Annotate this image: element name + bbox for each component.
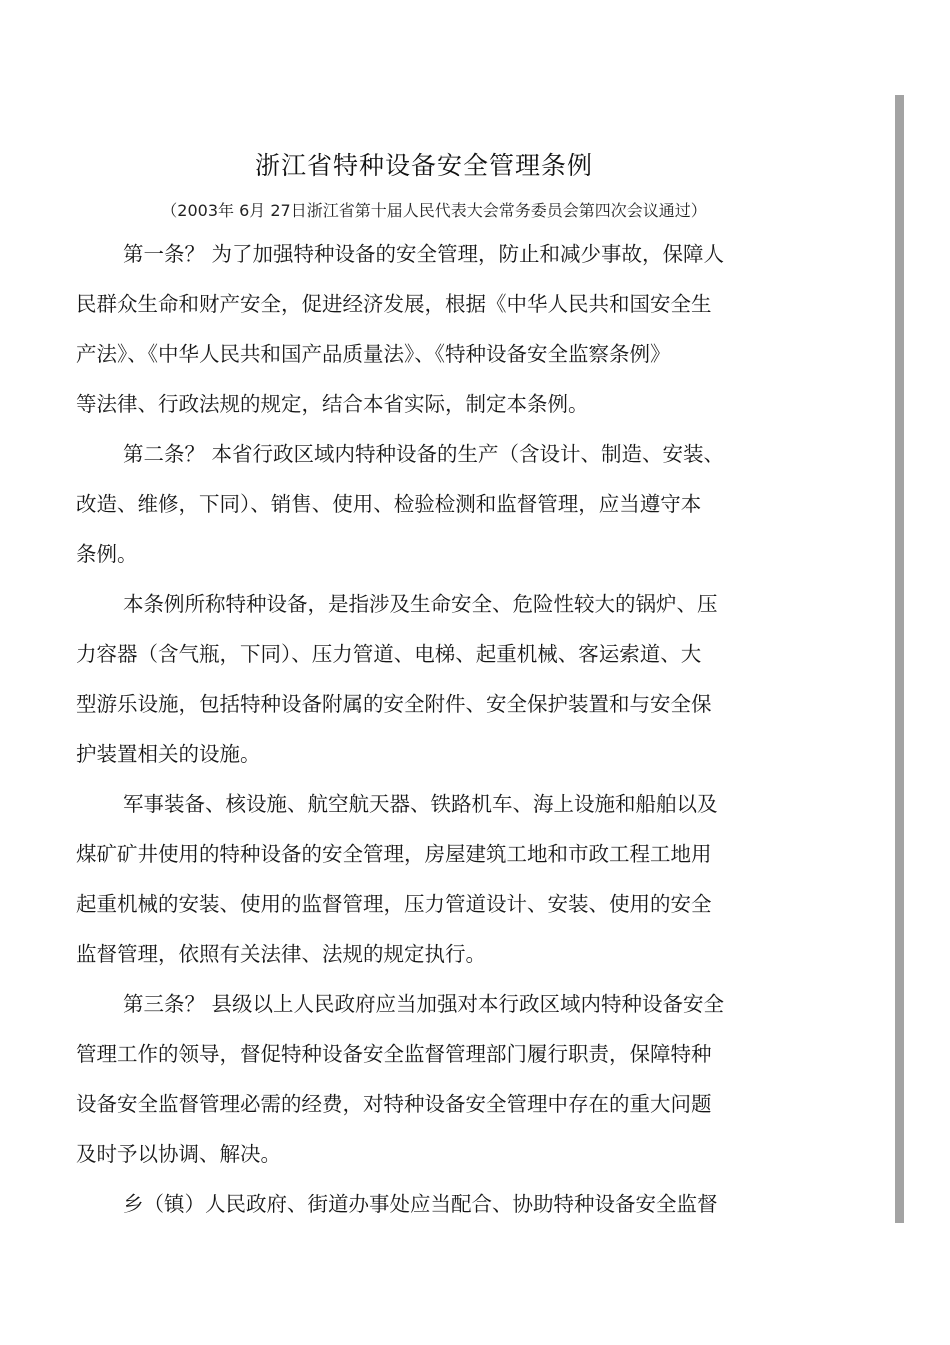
paragraph-line: 条例。	[76, 542, 138, 566]
paragraph-line: 产法》、《中华人民共和国产品质量法》、《特种设备安全监察条例》	[76, 342, 671, 366]
paragraph-line: 力容器（含气瓶，下同）、压力管道、电梯、起重机械、客运索道、大	[76, 642, 702, 666]
paragraph-line: 起重机械的安装、使用的监督管理，压力管道设计、安装、使用的安全	[76, 892, 712, 916]
paragraph-line: 管理工作的领导，督促特种设备安全监督管理部门履行职责，保障特种	[76, 1042, 712, 1066]
paragraph-line: 第二条？ 本省行政区域内特种设备的生产（含设计、制造、安装、	[123, 442, 725, 466]
paragraph-line: 型游乐设施，包括特种设备附属的安全附件、安全保护装置和与安全保	[76, 692, 712, 716]
scrollbar[interactable]	[895, 95, 904, 1223]
paragraph-line: 煤矿矿井使用的特种设备的安全管理，房屋建筑工地和市政工程工地用	[76, 842, 712, 866]
paragraph-line: 等法律、行政法规的规定，结合本省实际，制定本条例。	[76, 392, 589, 416]
paragraph-line: 军事装备、核设施、航空航天器、铁路机车、海上设施和船舶以及	[123, 792, 718, 816]
paragraph-line: 第三条？ 县级以上人民政府应当加强对本行政区域内特种设备安全	[123, 992, 725, 1016]
paragraph-line: 监督管理，依照有关法律、法规的规定执行。	[76, 942, 486, 966]
paragraph-line: 护装置相关的设施。	[76, 742, 261, 766]
paragraph-line: 本条例所称特种设备，是指涉及生命安全、危险性较大的锅炉、压	[123, 592, 718, 616]
paragraph-line: 设备安全监督管理必需的经费，对特种设备安全管理中存在的重大问题	[76, 1092, 712, 1116]
paragraph-line: 及时予以协调、解决。	[76, 1142, 281, 1166]
paragraph-line: 第一条？ 为了加强特种设备的安全管理，防止和减少事故，保障人	[123, 242, 725, 266]
paragraph-line: 改造、维修，下同）、销售、使用、检验检测和监督管理，应当遵守本	[76, 492, 702, 516]
paragraph-line: 民群众生命和财产安全，促进经济发展，根据《中华人民共和国安全生	[76, 292, 712, 316]
paragraph-line: 乡（镇）人民政府、街道办事处应当配合、协助特种设备安全监督	[123, 1192, 718, 1216]
document-subtitle: （2003年 6月 27日浙江省第十届人民代表大会常务委员会第四次会议通过）	[161, 201, 707, 220]
document-title: 浙江省特种设备安全管理条例	[254, 151, 593, 180]
